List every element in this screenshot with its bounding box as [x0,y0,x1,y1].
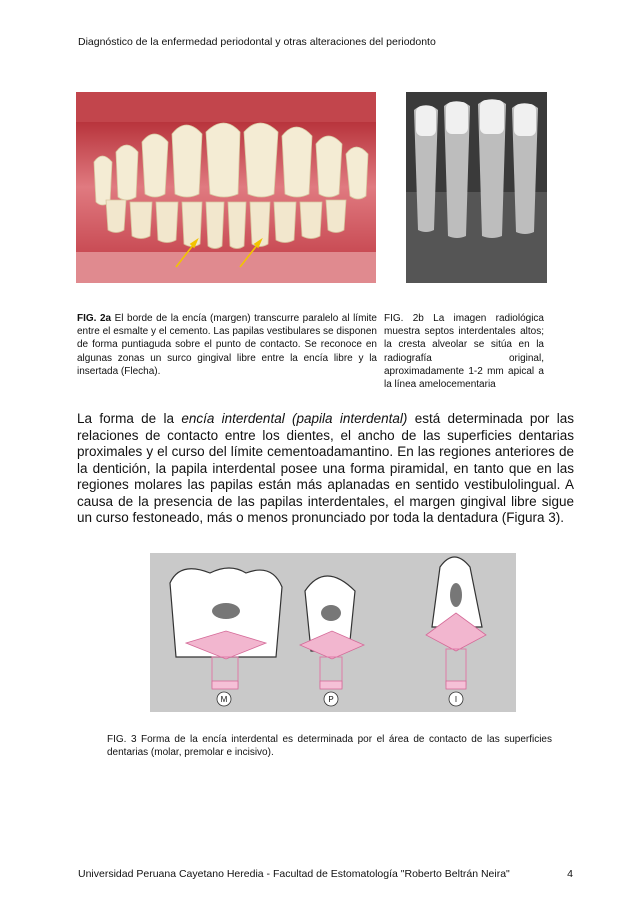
fig2b-radiograph [406,92,547,283]
footer-text: Universidad Peruana Cayetano Heredia - Facultad de Estomatología "Roberto Beltrán Neira" [78,868,510,880]
fig2a-gum-photo [76,92,376,283]
page-header: Diagnóstico de la enfermedad periodontal y otras alteraciones del periodonto [78,36,436,48]
page-number: 4 [567,868,573,880]
fig3-label-molar: M [220,695,228,704]
paragraph-italic-term: encía interdental (papila interdental) [181,411,408,426]
fig2a-caption [77,312,377,378]
fig3-caption: FIG. 3 Forma de la encía interdental es determinada por el área de contacto de las superficies dentarias (molar, premolar e incisivo). [107,734,552,759]
fig3-label-incisor: I [454,695,458,704]
fig2a-caption-text: El borde de la encía (margen) transcurre paralelo al límite entre el esmalte y el cemento. Las papilas vestibulares se disponen de forma puntiaguda sobre el punto de contacto. Se reconoce en algunas zonas un surco gingival libre entre la encía libre y la insertada (Flecha). [77,313,377,377]
fig2a-label: FIG. 2a [77,313,112,324]
paragraph-rest: está determinada por las relaciones de contacto entre los dientes, el ancho de las superficies dentarias proximales y el curso del límite cementoadamantino. En las regiones anteriores de la dentición, la papila interdental posee una forma piramidal, en tanto que en las regiones molares las papilas están más aplanadas en sentido vestibulolingual. A causa de la presencia de las papilas interdentales, el margen gingival libre sigue un curso festoneado, más o menos pronunciado por toda la dentadura (Figura 3). [77,411,574,525]
fig3-label-premolar: P [328,695,334,704]
fig2b-caption: FIG. 2b La imagen radiológica muestra septos interdentales altos; la cresta alveolar se sitúa en la radiografía original, aproximadamente 1-2 mm apical a la línea amelocementaria [384,313,544,391]
body-paragraph [77,411,574,527]
fig3-diagram [150,553,516,712]
page-footer [78,868,573,880]
paragraph-intro: La forma de la [77,411,182,426]
